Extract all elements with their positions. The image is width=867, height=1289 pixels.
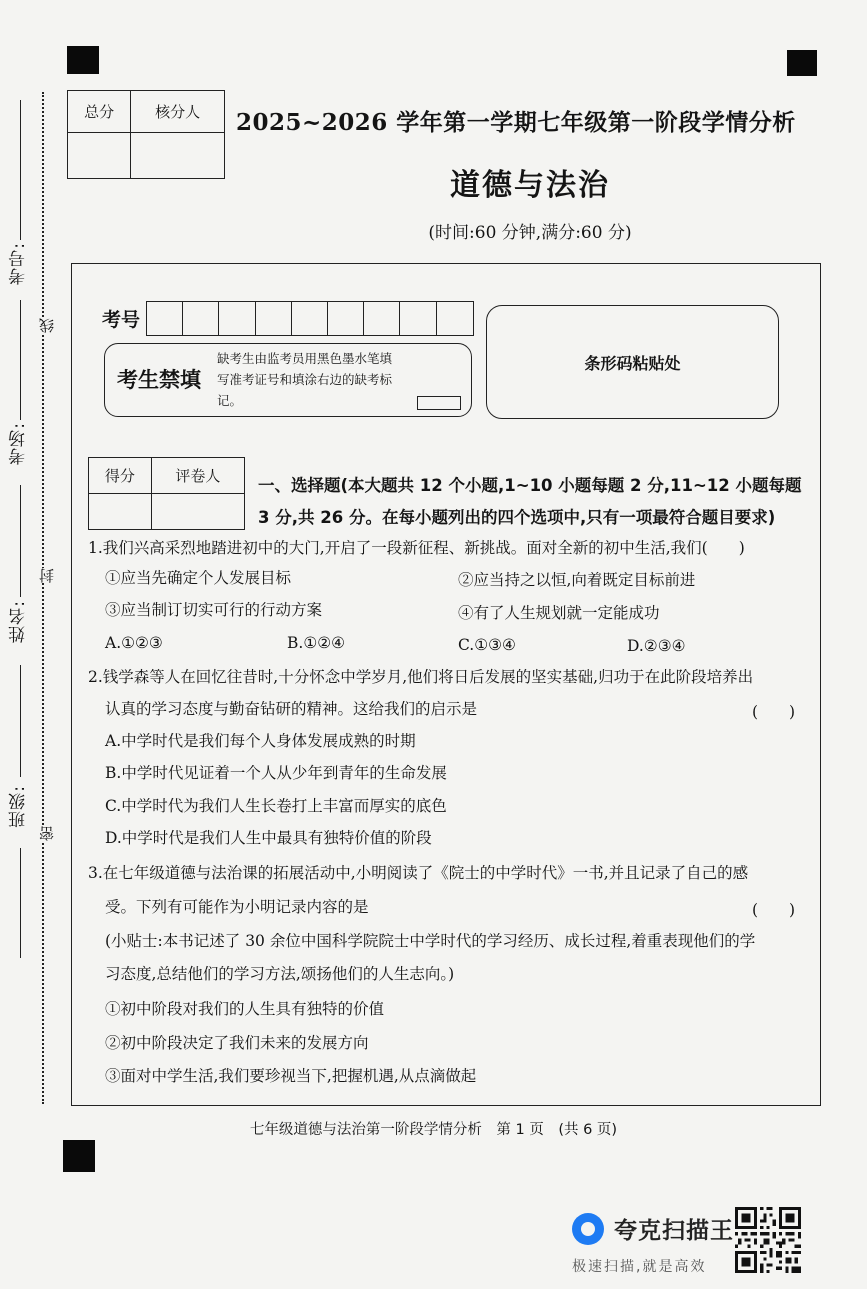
q3-tip-line-1: (小贴士:本书记述了 30 余位中国科学院院士中学时代的学习经历、成长过程,着重表现他们的学	[105, 932, 756, 950]
quark-logo-icon	[572, 1213, 604, 1245]
binding-rule-class	[20, 665, 21, 777]
q1-option-4: ④有了人生规划就一定能成功	[458, 604, 660, 622]
binding-rule-room	[20, 300, 21, 420]
registration-mark-top-left	[67, 46, 99, 74]
section-heading: 一、选择题(本大题共 12 个小题,1~10 小题每题 2 分,11~12 小题每题 3 分,共 26 分。在每小题列出的四个选项中,只有一项最符合题目要求)	[258, 476, 802, 527]
binding-exam-no-label: 考号:	[9, 242, 29, 285]
exam-title: 2025~2026 学年第一学期七年级第一阶段学情分析	[236, 109, 796, 136]
q1-choice-c[interactable]: C.①③④	[458, 636, 516, 654]
grader-header: 评卷人	[151, 458, 244, 494]
restricted-title: 考生禁填	[117, 368, 201, 392]
exam-number-digit-box[interactable]	[437, 302, 473, 335]
binding-class-label: 班级:	[9, 785, 29, 828]
q3-option-3: ③面对中学生活,我们要珍视当下,把握机遇,从点滴做起	[105, 1067, 477, 1085]
page-footer: 七年级道德与法治第一阶段学情分析 第 1 页 (共 6 页)	[249, 1122, 618, 1138]
exam-number-digit-box[interactable]	[219, 302, 255, 335]
exam-number-digit-box[interactable]	[400, 302, 436, 335]
restricted-note: 缺考生由监考员用黑色墨水笔填写准考证号和填涂右边的缺考标记。	[217, 351, 393, 408]
exam-number-digit-box[interactable]	[364, 302, 400, 335]
q3-option-1: ①初中阶段对我们的人生具有独特的价值	[105, 1000, 385, 1018]
brand-name: 夸克扫描王	[614, 1218, 734, 1244]
q1-choice-a[interactable]: A.①②③	[105, 634, 163, 652]
q2-choice-b[interactable]: B.中学时代见证着一个人从少年到青年的生命发展	[105, 764, 447, 782]
subject-title: 道德与法治	[450, 168, 610, 203]
binding-dotted-line	[42, 92, 44, 1104]
binding-name-label: 姓名:	[9, 600, 29, 643]
score-header: 得分	[89, 458, 152, 494]
exam-timing: (时间:60 分钟,满分:60 分)	[428, 223, 632, 243]
exam-number-digit-box[interactable]	[183, 302, 219, 335]
exam-number-digit-box[interactable]	[256, 302, 292, 335]
q2-answer-paren[interactable]: ( )	[752, 703, 796, 721]
exam-number-label: 考号	[102, 309, 141, 331]
binding-rule-name	[20, 485, 21, 597]
q1-option-1: ①应当先确定个人发展目标	[105, 569, 292, 587]
total-score-header: 总分	[68, 91, 131, 133]
exam-number-digit-box[interactable]	[328, 302, 364, 335]
absence-mark-box[interactable]	[417, 396, 461, 410]
q2-choice-a[interactable]: A.中学时代是我们每个人身体发展成熟的时期	[105, 732, 416, 750]
scanner-brand	[572, 1212, 734, 1245]
score-cell[interactable]	[89, 494, 152, 530]
q2-stem-line-1: 2.钱学森等人在回忆往昔时,十分怀念中学岁月,他们将日后发展的坚实基础,归功于在此阶段培养出	[88, 668, 754, 686]
binding-word-line: 线	[38, 318, 56, 333]
qr-code-icon	[735, 1207, 801, 1273]
exam-number-digit-box[interactable]	[147, 302, 183, 335]
q1-option-2: ②应当持之以恒,向着既定目标前进	[458, 571, 696, 589]
score-checker-header: 核分人	[131, 91, 225, 133]
grader-cell[interactable]	[151, 494, 244, 530]
q2-choice-d[interactable]: D.中学时代是我们人生中最具有独特价值的阶段	[105, 829, 432, 847]
binding-word-close: 密	[38, 826, 56, 841]
grader-table	[88, 457, 245, 530]
barcode-area	[486, 305, 779, 419]
binding-rule-bottom	[20, 848, 21, 958]
candidate-restricted-box	[104, 343, 472, 417]
exam-number-digit-box[interactable]	[292, 302, 328, 335]
binding-word-seal: 封	[38, 568, 56, 583]
q1-choice-b[interactable]: B.①②④	[287, 634, 346, 652]
q2-choice-c[interactable]: C.中学时代为我们人生长卷打上丰富而厚实的底色	[105, 797, 447, 815]
q2-stem-line-2: 认真的学习态度与勤奋钻研的精神。这给我们的启示是	[105, 700, 478, 718]
q1-stem: 1.我们兴高采烈地踏进初中的大门,开启了一段新征程、新挑战。面对全新的初中生活,我们( )	[88, 539, 745, 557]
q1-choice-d[interactable]: D.②③④	[627, 637, 686, 655]
q3-stem-line-1: 3.在七年级道德与法治课的拓展活动中,小明阅读了《院士的中学时代》一书,并且记录了自己的感	[88, 864, 749, 882]
binding-room-label: 考场:	[9, 422, 29, 465]
exam-number-boxes[interactable]	[146, 301, 474, 336]
q3-option-2: ②初中阶段决定了我们未来的发展方向	[105, 1034, 369, 1052]
registration-mark-top-right	[787, 50, 817, 76]
brand-slogan: 极速扫描,就是高效	[572, 1259, 707, 1275]
q3-answer-paren[interactable]: ( )	[752, 901, 796, 919]
q3-stem-line-2: 受。下列有可能作为小明记录内容的是	[105, 898, 369, 916]
q1-option-3: ③应当制订切实可行的行动方案	[105, 601, 323, 619]
q3-tip-line-2: 习态度,总结他们的学习方法,颂扬他们的人生志向。)	[105, 965, 455, 983]
registration-mark-bottom-left	[63, 1140, 95, 1172]
barcode-label: 条形码粘贴处	[584, 353, 681, 373]
